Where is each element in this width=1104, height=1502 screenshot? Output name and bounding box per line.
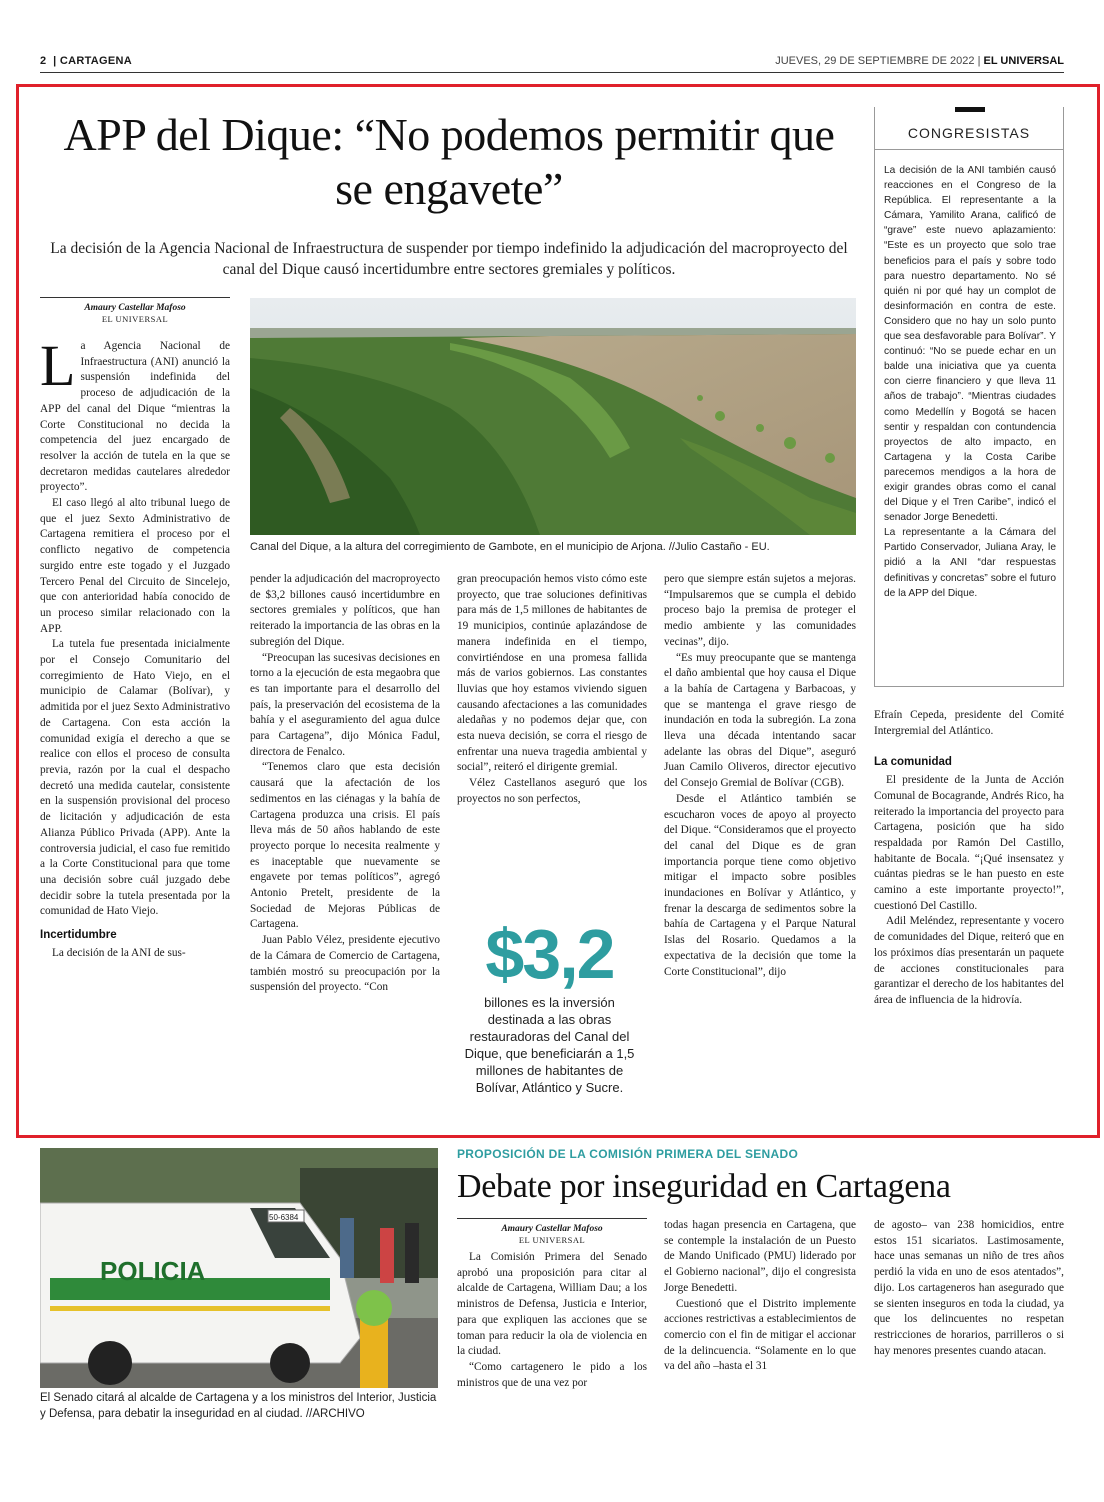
subheading-la-comunidad: La comunidad — [874, 756, 952, 769]
paragraph: pender la adjudicación del macroproyecto de $3,2 billones causó incertidumbre en sectores gremiales y políticos, que han reiterado la importancia de las obras en la subregión del Dique. — [250, 573, 440, 648]
article2-column-1 — [457, 1218, 647, 1391]
article-column-2 — [250, 572, 440, 996]
article2-column-3 — [874, 1218, 1064, 1359]
paragraph: El caso llegó al alto tribunal luego de que el juez Sexto Administrativo de Cartagena remitiera el proceso por el conflicto negativo de competencia surgido entre este togado y el Juzgado Tercero Penal del Circuito de Sincelejo, que con anterioridad había conocido de un proceso similar relacionado con la APP. — [40, 497, 230, 635]
callout-number: $3,2 — [485, 915, 614, 993]
canal-landscape-image — [250, 298, 856, 535]
paragraph: La tutela fue presentada inicialmente por el Consejo Comunitario del corregimiento de Hato Viejo, en el municipio de Calamar (Bolívar), y admitida por el juez Sexto Administrativo de Cartagena. Con esta acción la comunidad exigía el derecho a que se realice con ellos el proceso de consulta previa, razón por la cual el despacho decretó una medida cautelar, consistente en la suspensión provisional del proceso de licitación y adjudicación de esta Alianza Público Privada (APP). Ante la controversia judicial, el caso fue remitido a la Corte Constitucional para que tome una decisión sobre cuál juzgado debe decidir sobre la tutela presentada por la comunidad de Hato Viejo. — [40, 638, 230, 918]
sidebar-body — [884, 163, 1056, 601]
dropcap-letter: L — [40, 333, 76, 398]
article-subhead: La decisión de la Agencia Nacional de Infraestructura de suspender por tiempo indefinido la adjudicación del macroproyecto del canal del Dique causó incertidumbre entre sectores gremiales y políticos. — [50, 240, 848, 278]
investment-callout — [457, 915, 642, 1096]
sidebar-top-bar — [955, 107, 985, 112]
paragraph: Juan Pablo Vélez, presidente ejecutivo de la Cámara de Comercio de Cartagena, también mostró su preocupación por la suspensión del proyecto. “Con — [250, 934, 440, 994]
paragraph: El presidente de la Junta de Acción Comunal de Bocagrande, Andrés Rico, ha reiterado la importancia del proyecto para Cartagena, posición que ha sido respaldada por Ramón Del Castillo, habitante de Bocala. “¡Qué insensatez y cuántas piedras se le han puesto en este camino a este importante proyecto!”, cuestionó Del Castillo. — [874, 774, 1064, 912]
author-outlet: EL UNIVERSAL — [518, 1235, 586, 1245]
article2-column-2 — [664, 1218, 856, 1375]
sidebar-paragraph: La representante a la Cámara del Partido Conservador, Juliana Aray, le pidió a la ANI “dar respuestas definitivas y concretas” sobre el futuro de la APP del Dique. — [884, 527, 1056, 599]
paragraph: La decisión de la ANI de sus- — [52, 946, 186, 959]
police-photo-caption: El Senado citará al alcalde de Cartagena y a los ministros del Interior, Justicia y Defensa, para debatir la inseguridad en al ciudad. //ARCHIVO — [40, 1392, 437, 1420]
paragraph: pero que siempre están sujetos a mejoras. “Impulsaremos que se cumpla el debido proceso bajo la premisa de proteger el medio ambiente y las comunidades vecinas”, dijo. — [664, 573, 856, 648]
paragraph: Desde el Atlántico también se escucharon voces de apoyo al proyecto del Dique. “Consideramos que el proyecto del canal del Dique es de gran importancia porque tiene como objetivo mitigar el impacto sobre posibles inundaciones en Bolívar y Atlántico, y frenar la descarga de sedimentos sobre la bahía de Cartagena y el Parque Natural Islas del Rosario. Quedamos a la expectativa de la decisión que tome la Corte Constitucional”, dijo — [664, 792, 856, 978]
page-number: 2 — [40, 55, 47, 67]
sidebar-paragraph: La decisión de la ANI también causó reacciones en el Congreso de la República. El representante a la Cámara, Yamilito Arana, calificó de “grave” este nuevo aplazamiento: “Este es un proyecto que solo trae beneficios para el país y sobre todo para nuestro departamento. No sé quién ni por qué hay un complot de desinformación en contra de este. Considero que no hay un solo punto que sea desfavorable para Bolívar”. Y continuó: “No se puede echar en un balde una iniciativa que ya cuenta con cierre financiero y que lleva 11 años de trabajo”. “Mientras ciudades como Medellín y Bogotá se hacen sentir y respaldan con contundencia proyectos de alto impacto, en Cartagena y la Costa Caribe parecemos mendigos a la hora de exigir grandes obras como el canal del Dique y el Tren Caribe”, indicó el senador Jorge Benedetti. — [884, 165, 1056, 524]
paragraph: “Tenemos claro que esta decisión causará que la afectación de los sedimentos en las ciénagas y la bahía de Cartagena produzca una crisis. El país lleva más de 50 años hablando de este proyecto porque lo necesita realmente y es inaceptable que nuevamente se engavete por temas políticos”, agregó Antonio Pretelt, presidente de la Sociedad de Mejoras Públicas de Cartagena. — [250, 761, 440, 931]
paragraph: Vélez Castellanos aseguró que los proyectos no son perfectos, — [457, 777, 647, 805]
article-column-1 — [40, 297, 230, 1122]
byline — [40, 297, 230, 325]
van-plate: 50-6384 — [269, 1213, 299, 1222]
sidebar-title: CONGRESISTAS — [875, 125, 1063, 150]
section-name: CARTAGENA — [59, 55, 133, 67]
date-text: JUEVES, 29 DE SEPTIEMBRE DE 2022 — [775, 55, 975, 67]
byline — [457, 1218, 647, 1246]
article-headline: APP del Dique: “No podemos permitir que se engavete” — [63, 109, 835, 214]
article2-kicker: PROPOSICIÓN DE LA COMISIÓN PRIMERA DEL SENADO — [457, 1147, 799, 1161]
article2-headline: Debate por inseguridad en Cartagena — [457, 1168, 951, 1205]
author-name: Amaury Castellar Mafoso — [501, 1224, 603, 1234]
paragraph: Adil Meléndez, representante y vocero de comunidades del Dique, reiteró que en los próximos días presentarán un paquete de acciones constitucionales para garantizar el derecho de los habitantes del área de influencia de la hidrovía. — [874, 915, 1064, 1006]
police-photo — [40, 1148, 438, 1388]
article-column-4 — [664, 572, 856, 980]
photo-caption: Canal del Dique, a la altura del corregimiento de Gambote, en el municipio de Arjona. //Julio Castaño - EU. — [250, 541, 770, 553]
paragraph: “Es muy preocupante que se mantenga el daño ambiental que hoy causa el Dique a la bahía de Cartagena y Barbacoas, y que se mantenga el grave riesgo de inundación en toda la subregión. La zona lleva una década intentando sacar adelante las obras del Dique”, aseguró Juan Camilo Oliveros, director ejecutivo del Consejo Gremial de Bolívar (CGB). — [664, 651, 856, 790]
paragraph: Cuestionó que el Distrito implemente acciones restrictivas a establecimientos de comercio con el fin de mitigar el accionar de la delincuencia. “Solamente en lo que va del año –hasta el 31 — [664, 1297, 856, 1373]
congresistas-sidebar — [874, 107, 1064, 687]
paragraph: Efraín Cepeda, presidente del Comité Intergremial del Atlántico. — [874, 709, 1064, 737]
page-header — [40, 55, 1064, 73]
page-section: 2 | CARTAGENA — [40, 55, 133, 67]
author-outlet: EL UNIVERSAL — [101, 314, 169, 324]
callout-text: billones es la inversión destinada a las obras restauradoras del Canal del Dique, que beneficiarán a 1,5 millones de habitantes de Bolívar, Atlántico y Sucre. — [464, 995, 635, 1095]
paragraph: de agosto– van 238 homicidios, entre estos 151 sicariatos. Lastimosamente, hace unas semanas un niño de tres años perdió la vida en uno de esos atentados”, dijo. Los cartageneros han asegurado que se sienten inseguros en toda la ciudad, ya que los delincuentes no respetan restricciones de horarios, parrilleros o si hay menores presentes cuando atacan. — [874, 1219, 1064, 1357]
article-column-5 — [874, 708, 1064, 1009]
paragraph: “Preocupan las sucesivas decisiones en torno a la ejecución de esta megaobra que es tan importante para el desarrollo del país, la preservación del ecosistema de la bahía y el aseguramiento del agua dulce para Cartagena”, dijo Mónica Fadul, directora de Fenalco. — [250, 651, 440, 758]
author-name: Amaury Castellar Mafoso — [84, 303, 186, 313]
paper-name: EL UNIVERSAL — [983, 55, 1064, 67]
article-column-3 — [457, 572, 647, 808]
page-date: JUEVES, 29 DE SEPTIEMBRE DE 2022 | EL UNIVERSAL — [775, 55, 1064, 67]
subheading-incertidumbre: Incertidumbre — [40, 929, 117, 942]
van-police-label: POLICIA — [100, 1256, 206, 1286]
paragraph: “Como cartagenero le pido a los ministros que de una vez por — [457, 1360, 647, 1389]
canal-photo — [250, 298, 856, 535]
police-van-image — [40, 1148, 438, 1388]
paragraph: todas hagan presencia en Cartagena, que se contemple la instalación de un Puesto de Mando Unificado (PMU) liderado por el Gobierno nacional”, dijo el congresista Jorge Benedetti. — [664, 1219, 856, 1294]
paragraph: gran preocupación hemos visto cómo este proyecto, que trae soluciones definitivas para más de 1,5 millones de habitantes de 19 municipios, continúe aplazándose de manera indefinida en el tiempo, convirtiéndose en una promesa fallida más de varios gobiernos. Las constantes lluvias que hoy estamos viviendo siguen causando afectaciones a las comunidades aledañas y no podemos dejar que, con esta nueva decisión, se corra el riesgo de enfrentar una nueva tragedia ambiental y social”, reiteró el dirigente gremial. — [457, 573, 647, 774]
paragraph: La Agencia Nacional de Infraestructura (ANI) anunció la suspensión indefinida del proceso de adjudicación de la APP del canal del Dique “mientras la Corte Constitucional no decida la competencia del juez encargado de resolver la acción de tutela en la que se decretaron medidas cautelares alrededor proyecto”. — [40, 333, 230, 494]
paragraph: La Comisión Primera del Senado aprobó una proposición para citar al alcalde de Cartagena, William Dau; a los ministros de Defensa, Justicia e Interior, para que expliquen las acciones que se toman para reducir la ola de violencia en la ciudad. — [457, 1251, 647, 1358]
